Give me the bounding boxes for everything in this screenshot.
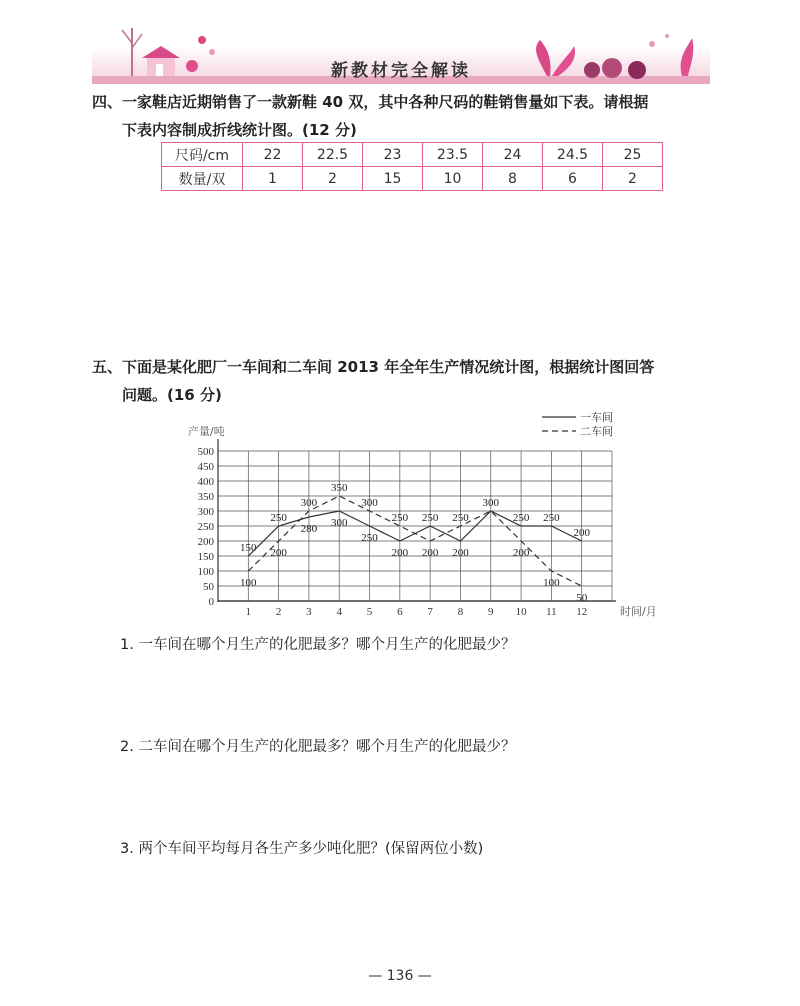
data-label: 200 — [270, 547, 287, 559]
shoe-sales-table — [161, 142, 663, 191]
sub-question-2: 2. 二车间在哪个月生产的化肥最多？哪个月生产的化肥最少？ — [120, 739, 516, 755]
table-cell: 8 — [483, 167, 543, 191]
table-cell: 1 — [243, 167, 303, 191]
question-4-line2: 下表内容制成折线统计图。(12 分) — [122, 121, 357, 139]
x-tick-label: 6 — [397, 606, 403, 618]
y-tick-label: 400 — [197, 476, 214, 488]
table-cell: 15 — [363, 167, 423, 191]
data-label: 300 — [482, 497, 500, 509]
x-tick-label: 12 — [576, 606, 588, 618]
data-label: 300 — [330, 517, 348, 529]
x-tick-label: 5 — [366, 606, 373, 618]
data-label: 200 — [512, 547, 530, 559]
table-cell: 10 — [423, 167, 483, 191]
x-tick-label: 4 — [336, 606, 342, 618]
data-label: 250 — [512, 512, 530, 524]
table-header-size: 尺码/cm — [162, 143, 243, 167]
table-row — [162, 167, 663, 191]
table-cell: 22 — [243, 143, 303, 167]
data-label: 250 — [391, 512, 409, 524]
data-label: 250 — [421, 512, 439, 524]
question-4-line1: 四、一家鞋店近期销售了一款新鞋 40 双，其中各种尺码的鞋销售量如下表。请根据 — [92, 93, 649, 111]
table-cell: 2 — [603, 167, 663, 191]
table-cell: 23.5 — [423, 143, 483, 167]
x-tick-label: 7 — [427, 606, 433, 618]
x-tick-label: 11 — [546, 606, 557, 618]
data-label: 250 — [361, 532, 378, 544]
legend-label: 二车间 — [580, 425, 613, 438]
question-5 — [92, 353, 732, 409]
y-tick-label: 500 — [197, 446, 214, 458]
table-header-count: 数量/双 — [162, 167, 243, 191]
legend-label: 一车间 — [580, 411, 613, 424]
x-tick-label: 3 — [306, 606, 312, 618]
y-tick-label: 0 — [208, 596, 214, 608]
sub-question-1: 1. 一车间在哪个月生产的化肥最多？哪个月生产的化肥最少？ — [120, 637, 516, 653]
data-label: 200 — [391, 547, 409, 559]
table-cell: 22.5 — [303, 143, 363, 167]
y-tick-label: 300 — [197, 506, 214, 518]
x-tick-label: 1 — [245, 606, 252, 618]
y-tick-label: 250 — [197, 521, 214, 533]
y-tick-label: 450 — [197, 461, 214, 473]
x-tick-label: 8 — [457, 606, 464, 618]
question-5-line1: 五、下面是某化肥厂一车间和二车间 2013 年全年生产情况统计图，根据统计图回答 — [92, 358, 655, 376]
y-tick-label: 150 — [197, 551, 214, 563]
sub-question-3: 3. 两个车间平均每月各生产多少吨化肥？(保留两位小数) — [120, 841, 484, 857]
table-cell: 2 — [303, 167, 363, 191]
data-label: 350 — [330, 482, 348, 494]
header-banner — [92, 18, 710, 84]
y-tick-label: 350 — [197, 491, 214, 503]
y-axis-title: 产量/吨 — [188, 425, 225, 438]
y-tick-label: 50 — [203, 581, 214, 593]
production-line-chart — [160, 408, 680, 618]
data-label: 100 — [543, 577, 560, 589]
question-4 — [92, 88, 722, 144]
data-label: 250 — [452, 512, 469, 524]
header-title: 新教材完全解读 — [331, 61, 471, 81]
x-tick-label: 2 — [275, 606, 282, 618]
data-label: 250 — [543, 512, 560, 524]
table-cell: 6 — [543, 167, 603, 191]
data-label: 100 — [240, 577, 257, 589]
table-cell: 24.5 — [543, 143, 603, 167]
data-label: 50 — [576, 592, 588, 604]
data-label: 300 — [300, 497, 318, 509]
table-cell: 24 — [483, 143, 543, 167]
y-tick-label: 100 — [197, 566, 214, 578]
data-label: 200 — [452, 547, 469, 559]
y-tick-label: 200 — [197, 536, 214, 548]
data-label: 250 — [270, 512, 287, 524]
page-number: — 136 — — [368, 968, 432, 984]
data-label: 200 — [573, 527, 590, 539]
x-axis-title: 时间/月 — [620, 605, 657, 618]
data-label: 300 — [361, 497, 378, 509]
x-tick-label: 10 — [515, 606, 527, 618]
data-label: 280 — [300, 523, 318, 535]
table-cell: 23 — [363, 143, 423, 167]
question-5-line2: 问题。(16 分) — [122, 386, 222, 404]
data-label: 150 — [240, 542, 257, 554]
table-row — [162, 143, 663, 167]
table-cell: 25 — [603, 143, 663, 167]
x-tick-label: 9 — [488, 606, 494, 618]
data-label: 200 — [421, 547, 439, 559]
